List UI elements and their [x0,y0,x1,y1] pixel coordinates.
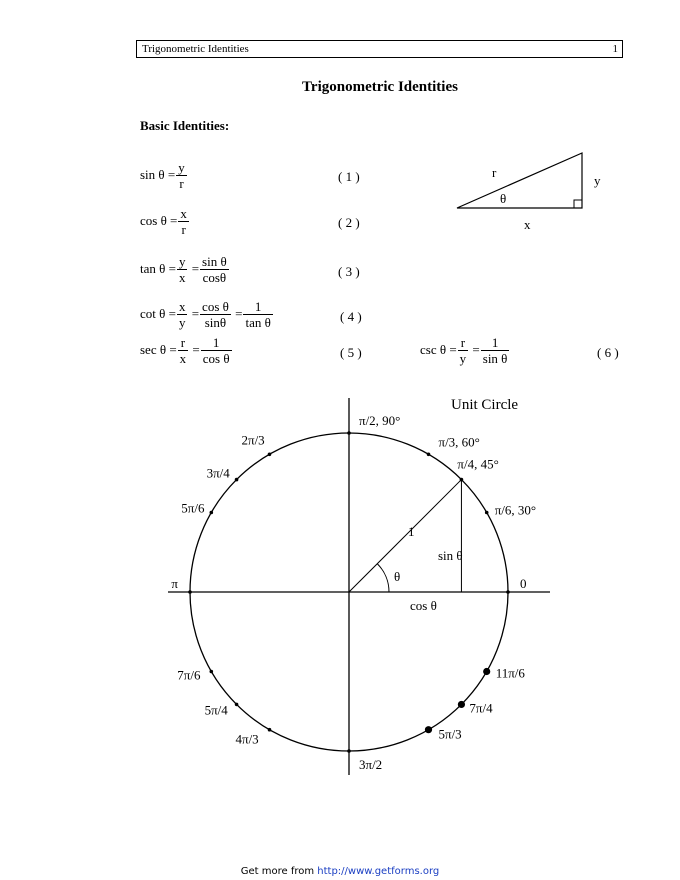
unit-circle-diagram [0,390,680,780]
angle-label: π/6, 30° [494,502,537,518]
page-header [136,40,623,58]
angle-label: π/4, 45° [457,456,499,472]
angle-label: π/2, 90° [359,413,401,428]
footer-prefix: Get more from [240,866,315,877]
equation-cot: cot θ = $\frac{x}{y}$ = $\frac{\text{cos θ}}{\sin\theta}$ = $\frac{1}{\text{tan θ}}$ [140,299,271,330]
angle-label: 2π/3 [241,432,265,448]
angle-label: π/3, 60° [438,434,480,450]
angle-marker [425,726,432,733]
angle-marker [506,590,510,594]
right-triangle-diagram [440,145,620,245]
angle-label: π [171,576,178,591]
angle-label: 7π/6 [177,667,201,683]
angle-marker [210,511,214,515]
angle-marker [485,511,489,515]
cos-theta-label: cos θ [410,598,437,613]
angle-marker [268,728,272,732]
equation-csc: csc θ = $\frac{r}{y}$ = $\frac{1}{\text{sin θ}}$ [420,335,508,366]
equation-number: ( 1 ) [338,169,360,184]
page-number: 1 [612,43,618,55]
sin-theta-label: sin θ [438,548,463,563]
angle-marker [347,431,351,435]
angle-label: 11π/6 [495,665,525,681]
angle-marker [210,670,214,674]
section-heading: Basic Identities: [140,118,230,133]
document-title: Trigonometric Identities [302,79,458,95]
footer [0,866,680,877]
equation-tan: tan θ = $\frac{y}{x}$ = $\frac{\text{sin θ}}{\cos\theta}$ [140,254,227,285]
equation-number: ( 5 ) [340,345,362,360]
angle-label: 3π/2 [359,757,383,772]
angle-marker [235,478,239,482]
header-title: Trigonometric Identities [142,43,249,55]
angle-marker [483,668,490,675]
angle-label: 5π/6 [181,500,205,516]
angle-marker [188,590,192,594]
footer-link[interactable]: http://www.getforms.org [317,866,440,877]
unit-circle-title: Unit Circle [451,397,519,413]
angle-arc [377,564,389,592]
angle-marker [347,749,351,753]
adjacent-label: x [524,217,531,232]
triangle-shape [457,153,582,208]
angle-label: 5π/3 [438,726,462,742]
radius-line [349,480,461,592]
radius-label: 1 [408,524,415,539]
angle-marker [458,701,465,708]
equation-cos: cos θ = $\frac{x}{r}$ [140,206,187,237]
angle-label: 5π/4 [204,702,228,718]
hypotenuse-label: r [492,165,497,180]
equation-number: ( 6 ) [597,345,619,360]
equation-number: ( 3 ) [338,264,360,279]
theta-label: θ [394,569,401,584]
angle-marker [268,453,272,457]
angle-label: 0 [520,576,527,591]
equation-sec: sec θ = $\frac{r}{x}$ = $\frac{1}{\text{cos θ}}$ [140,335,230,366]
equation-number: ( 4 ) [340,309,362,324]
opposite-label: y [594,173,601,188]
angle-label: 7π/4 [469,700,493,716]
equation-sin: sin θ = $\frac{y}{r}$ [140,160,185,191]
angle-label: 4π/3 [235,731,259,747]
angle-label: 3π/4 [206,465,230,481]
angle-marker [235,703,239,707]
angle-marker [427,453,431,457]
angle-label: θ [500,191,507,206]
equation-number: ( 2 ) [338,215,360,230]
angle-marker [460,478,464,482]
right-angle-marker [574,200,582,208]
